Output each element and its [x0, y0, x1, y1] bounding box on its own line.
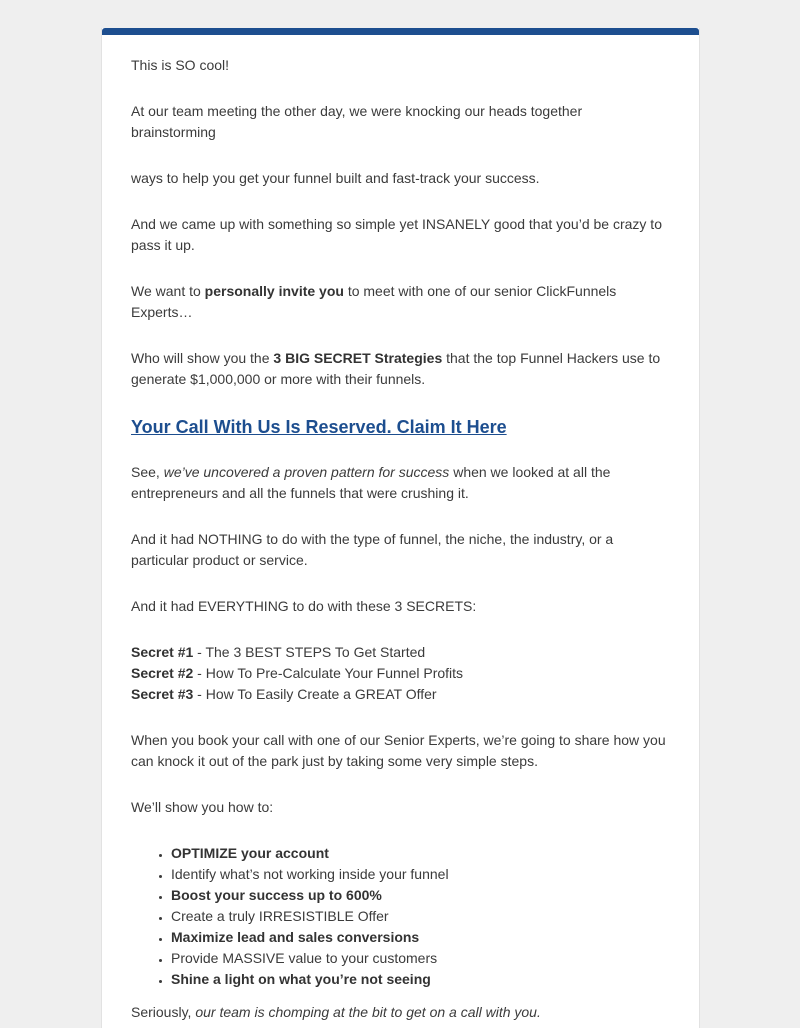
claim-call-link[interactable]: Your Call With Us Is Reserved. Claim It Here — [131, 417, 507, 437]
seriously-pre: Seriously, — [131, 1004, 196, 1020]
secret-text: - How To Pre-Calculate Your Funnel Profits — [193, 665, 464, 681]
benefit-text: Shine a light on what you’re not seeing — [171, 971, 431, 987]
list-item — [171, 885, 670, 906]
paragraph-show-how: We’ll show you how to: — [131, 799, 274, 815]
accent-bar — [102, 28, 699, 35]
pattern-post: when we looked at all the entrepreneurs and all the funnels that were crushing it. — [131, 464, 611, 501]
benefit-text: Maximize lead and sales conversions — [171, 929, 420, 945]
list-item — [171, 948, 670, 969]
email-body — [102, 35, 699, 1023]
seriously-italic: our team is chomping at the bit to get on a call with you. — [195, 1004, 541, 1020]
paragraph-everything: And it had EVERYTHING to do with these 3 SECRETS: — [131, 598, 477, 614]
paragraph-book-call: When you book your call with one of our Senior Experts, we’re going to share how you can knock it out of the park just by taking some very simple steps. — [131, 732, 666, 769]
paragraph-seriously — [131, 1002, 670, 1023]
secret-item — [131, 663, 670, 684]
secret-item — [131, 684, 670, 705]
invite-bold: personally invite you — [204, 283, 344, 299]
benefit-text: Boost your success up to 600% — [171, 887, 382, 903]
paragraph-invite — [131, 281, 670, 323]
list-item — [171, 927, 670, 948]
strategies-bold: 3 BIG SECRET Strategies — [273, 350, 443, 366]
list-item — [171, 906, 670, 927]
secret-item — [131, 642, 670, 663]
strategies-pre: Who will show you the — [131, 350, 274, 366]
list-item — [171, 864, 670, 885]
email-card — [101, 28, 700, 1028]
secret-text: - The 3 BEST STEPS To Get Started — [193, 644, 426, 660]
paragraph-strategies — [131, 348, 670, 390]
strategies-post: that the top Funnel Hackers use to generate $1,000,000 or more with their funnels. — [131, 350, 661, 387]
pattern-pre: See, — [131, 464, 164, 480]
secret-text: - How To Easily Create a GREAT Offer — [193, 686, 437, 702]
paragraph-nothing: And it had NOTHING to do with the type of funnel, the niche, the industry, or a particular product or service. — [131, 531, 614, 568]
benefit-text: Provide MASSIVE value to your customers — [171, 950, 438, 966]
benefits-list — [131, 843, 670, 990]
invite-post: to meet with one of our senior ClickFunnels Experts… — [131, 283, 617, 320]
paragraph-pattern — [131, 462, 670, 504]
paragraph-insanely-good: And we came up with something so simple yet INSANELY good that you’d be crazy to pass it up. — [131, 216, 662, 253]
secret-label: Secret #2 — [131, 665, 194, 681]
paragraph-ways: ways to help you get your funnel built and fast-track your success. — [131, 170, 540, 186]
benefit-text: Identify what’s not working inside your funnel — [171, 866, 449, 882]
list-item — [171, 969, 670, 990]
secret-label: Secret #1 — [131, 644, 194, 660]
paragraph-intro: This is SO cool! — [131, 57, 230, 73]
benefit-text: OPTIMIZE your account — [171, 845, 329, 861]
benefit-text: Create a truly IRRESISTIBLE Offer — [171, 908, 389, 924]
pattern-italic: we’ve uncovered a proven pattern for success — [163, 464, 450, 480]
list-item — [171, 843, 670, 864]
secret-label: Secret #3 — [131, 686, 194, 702]
invite-pre: We want to — [131, 283, 205, 299]
secrets-list — [131, 642, 670, 705]
paragraph-meeting: At our team meeting the other day, we were knocking our heads together brainstorming — [131, 103, 583, 140]
